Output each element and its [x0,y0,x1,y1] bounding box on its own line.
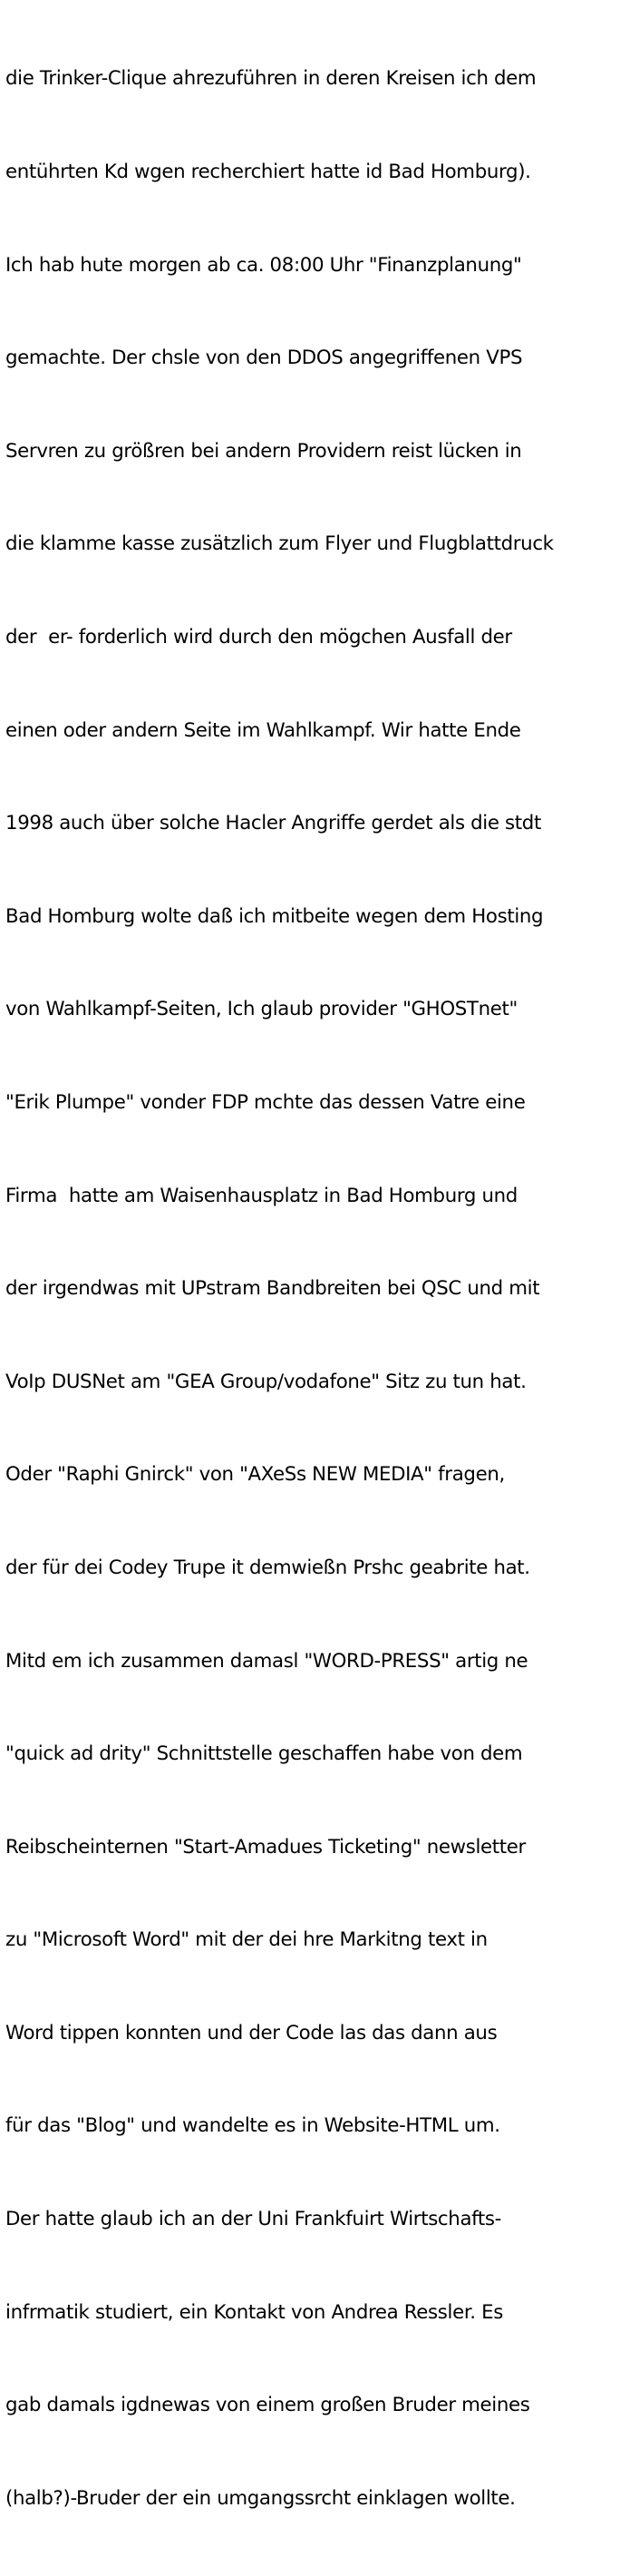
text-line-8: einen oder andern Seite im Wahlkampf. Wir hatte Ende [5,718,521,742]
text-line-5: Servren zu größren bei andern Providern reist lücken in [5,439,522,463]
text-line-20: Reibscheinternen "Start-Amadues Ticketing" newsletter [5,1835,526,1859]
document-body-text [5,2,618,2576]
text-line-18: Mitd em ich zusammen damasl "WORD-PRESS" artig ne [5,1649,528,1673]
text-line-1: die Trinker-Clique ahrezuführen in deren Kreisen ich dem [5,67,537,91]
text-line-15: VoIp DUSNet am "GEA Group/vodafone" Sitz zu tun hat. [5,1370,527,1393]
text-line-26: gab damals igdnewas von einem großen Bruder meines [5,2394,530,2417]
text-line-25: infrmatik studiert, ein Kontakt von Andrea Ressler. Es [5,2300,504,2324]
text-line-3: Ich hab hute morgen ab ca. 08:00 Uhr "Finanzplanung" [5,253,522,277]
text-line-22: Word tippen konnten und der Code las das dann aus [5,2021,498,2044]
text-line-6: die klamme kasse zusätzlich zum Flyer und Flugblattdruck [5,532,554,556]
text-line-24: Der hatte glaub ich an der Uni Frankfuirt Wirtschafts- [5,2208,501,2231]
text-line-23: für das "Blog" und wandelte es in Website-HTML um. [5,2114,500,2138]
text-line-14: der irgendwas mit UPstram Bandbreiten bei QSC und mit [5,1277,540,1301]
text-line-9: 1998 auch über solche Hacler Angriffe gerdet als die stdt [5,812,541,835]
text-line-27: (halb?)-Bruder der ein umgangssrcht einklagen wollte. [5,2486,516,2510]
text-line-19: "quick ad drity" Schnittstelle geschaffen habe von dem [5,1742,523,1766]
text-line-7: der er- forderlich wird durch den mögchen Ausfall der [5,625,512,649]
text-line-13: Firma hatte am Waisenhausplatz in Bad Homburg und [5,1184,518,1207]
text-line-16: Oder "Raphi Gnirck" von "AXeSs NEW MEDIA" fragen, [5,1463,505,1487]
text-line-10: Bad Homburg wolte daß ich mitbeite wegen dem Hosting [5,904,544,928]
text-line-12: "Erik Plumpe" vonder FDP mchte das dessen Vatre eine [5,1090,526,1114]
text-line-21: zu "Microsoft Word" mit der dei hre Markitng text in [5,1928,488,1952]
text-line-2: entührten Kd wgen recherchiert hatte id Bad Homburg). [5,161,531,183]
text-line-17: der für dei Codey Trupe it demwießn Prshc geabrite hat. [5,1556,530,1579]
text-line-4: gemachte. Der chsle von den DDOS angegriffenen VPS [5,346,523,370]
text-line-11: von Wahlkampf-Seiten, Ich glaub provider "GHOSTnet" [5,998,518,1021]
